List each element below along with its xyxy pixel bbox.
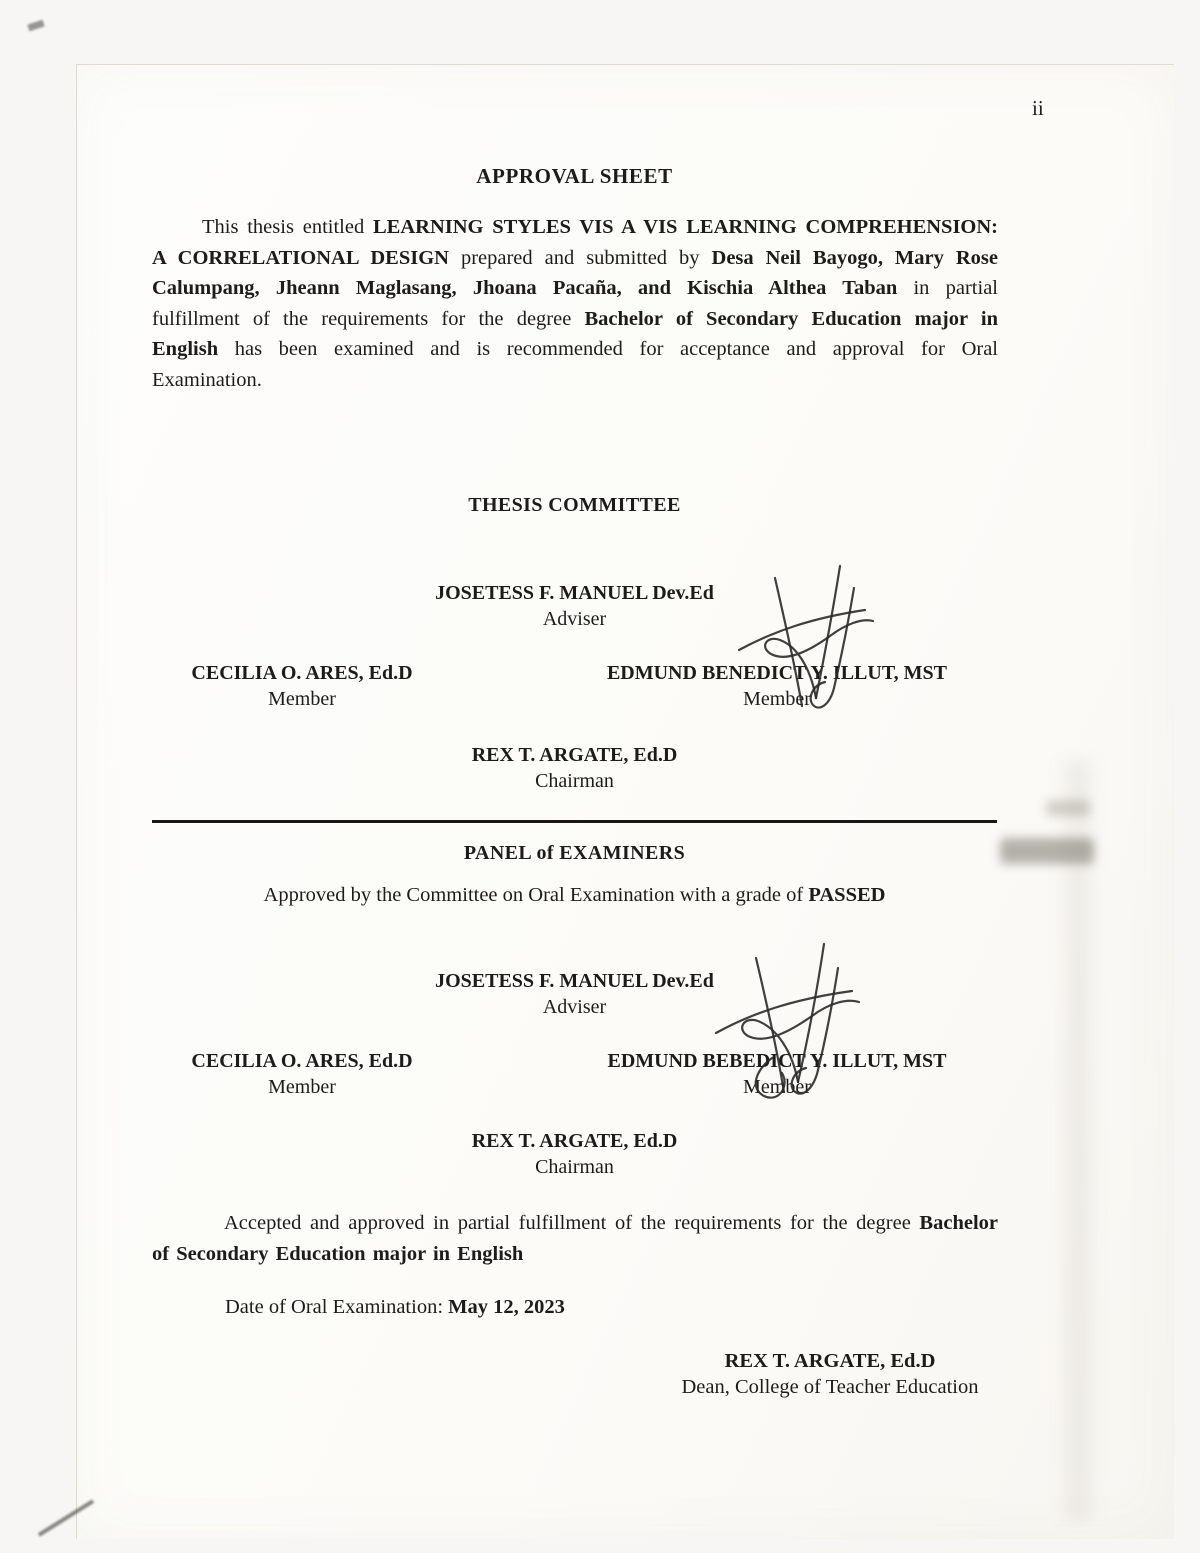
thesis-title-text: LEARNING STYLES VIS A VIS LEARNING COMPREHENSION: A CORRELATIONAL DESIGN <box>152 216 998 269</box>
thesis-member-left-role: Member <box>268 688 336 710</box>
thesis-member-right-role: Member <box>743 688 811 710</box>
section-divider <box>152 820 997 823</box>
panel-member-right-role: Member <box>743 1076 811 1098</box>
exam-date-label: Date of Oral Examination: <box>225 1296 449 1318</box>
degree-text: Bachelor of Secondary Education major in English <box>152 307 998 360</box>
signature-thesis-committee <box>712 560 884 728</box>
panel-adviser-name: JOSETESS F. MANUEL Dev.Ed <box>435 970 714 992</box>
intro-text-1: This thesis entitled <box>202 216 373 238</box>
thesis-member-left <box>152 660 452 713</box>
panel-chairman-block <box>152 1128 997 1181</box>
acceptance-text: Accepted and approved in partial fulfillment of the requirements for the degree <box>224 1212 920 1234</box>
panel-chairman-name: REX T. ARGATE, Ed.D <box>471 1130 678 1152</box>
panel-chairman-role: Chairman <box>535 1156 614 1178</box>
thesis-member-right-name: EDMUND BENEDICT Y. ILLUT, MST <box>606 662 948 684</box>
panel-member-right-name: EDMUND BEBEDICT Y. ILLUT, MST <box>607 1050 947 1072</box>
scan-smudge-faint <box>1046 800 1090 816</box>
exam-date-value: May 12, 2023 <box>448 1296 565 1318</box>
acceptance-paragraph <box>152 1208 998 1270</box>
dean-title: Dean, College of Teacher Education <box>681 1376 979 1398</box>
panel-member-left-name: CECILIA O. ARES, Ed.D <box>191 1050 413 1072</box>
panel-member-left <box>152 1048 452 1101</box>
intro-text-2: prepared and submitted by <box>448 246 712 269</box>
authors-text: Desa Neil Bayogo, Mary Rose Calumpang, Jheann Maglasang, Jhoana Pacaña, and Kischia Althea Taban <box>152 246 998 299</box>
thesis-committee-heading: THESIS COMMITTEE <box>468 494 681 516</box>
thesis-chairman-name: REX T. ARGATE, Ed.D <box>471 744 678 766</box>
acceptance-degree-text: Bachelor of Secondary Education major in English <box>152 1212 998 1265</box>
grade-text: PASSED <box>808 884 886 906</box>
thesis-adviser-role: Adviser <box>542 608 607 630</box>
scan-mark-top-left <box>27 20 44 32</box>
page-number: ii <box>1032 96 1044 120</box>
thesis-adviser-name: JOSETESS F. MANUEL Dev.Ed <box>435 582 714 604</box>
thesis-chairman-block <box>152 742 997 795</box>
scan-smudge <box>1000 838 1094 864</box>
dean-block <box>620 1348 1040 1401</box>
intro-text-4: has been examined and is recommended for acceptance and approval for Oral Examination. <box>152 338 998 391</box>
panel-adviser-role: Adviser <box>542 996 607 1018</box>
scan-shadow <box>1056 760 1100 1520</box>
dean-name: REX T. ARGATE, Ed.D <box>724 1350 936 1372</box>
thesis-chairman-role: Chairman <box>535 770 614 792</box>
thesis-member-left-name: CECILIA O. ARES, Ed.D <box>191 662 413 684</box>
panel-member-left-role: Member <box>268 1076 336 1098</box>
intro-paragraph <box>152 212 998 395</box>
panel-heading: PANEL of EXAMINERS <box>463 842 686 864</box>
exam-date-line <box>225 1296 565 1319</box>
intro-text-3: in partial fulfillment of the requirements for the degree <box>152 277 998 330</box>
approved-text: Approved by the Committee on Oral Examination with a grade of <box>263 884 809 906</box>
panel-approved-line <box>152 884 997 907</box>
page-title: APPROVAL SHEET <box>476 164 673 188</box>
signature-panel <box>686 936 878 1114</box>
